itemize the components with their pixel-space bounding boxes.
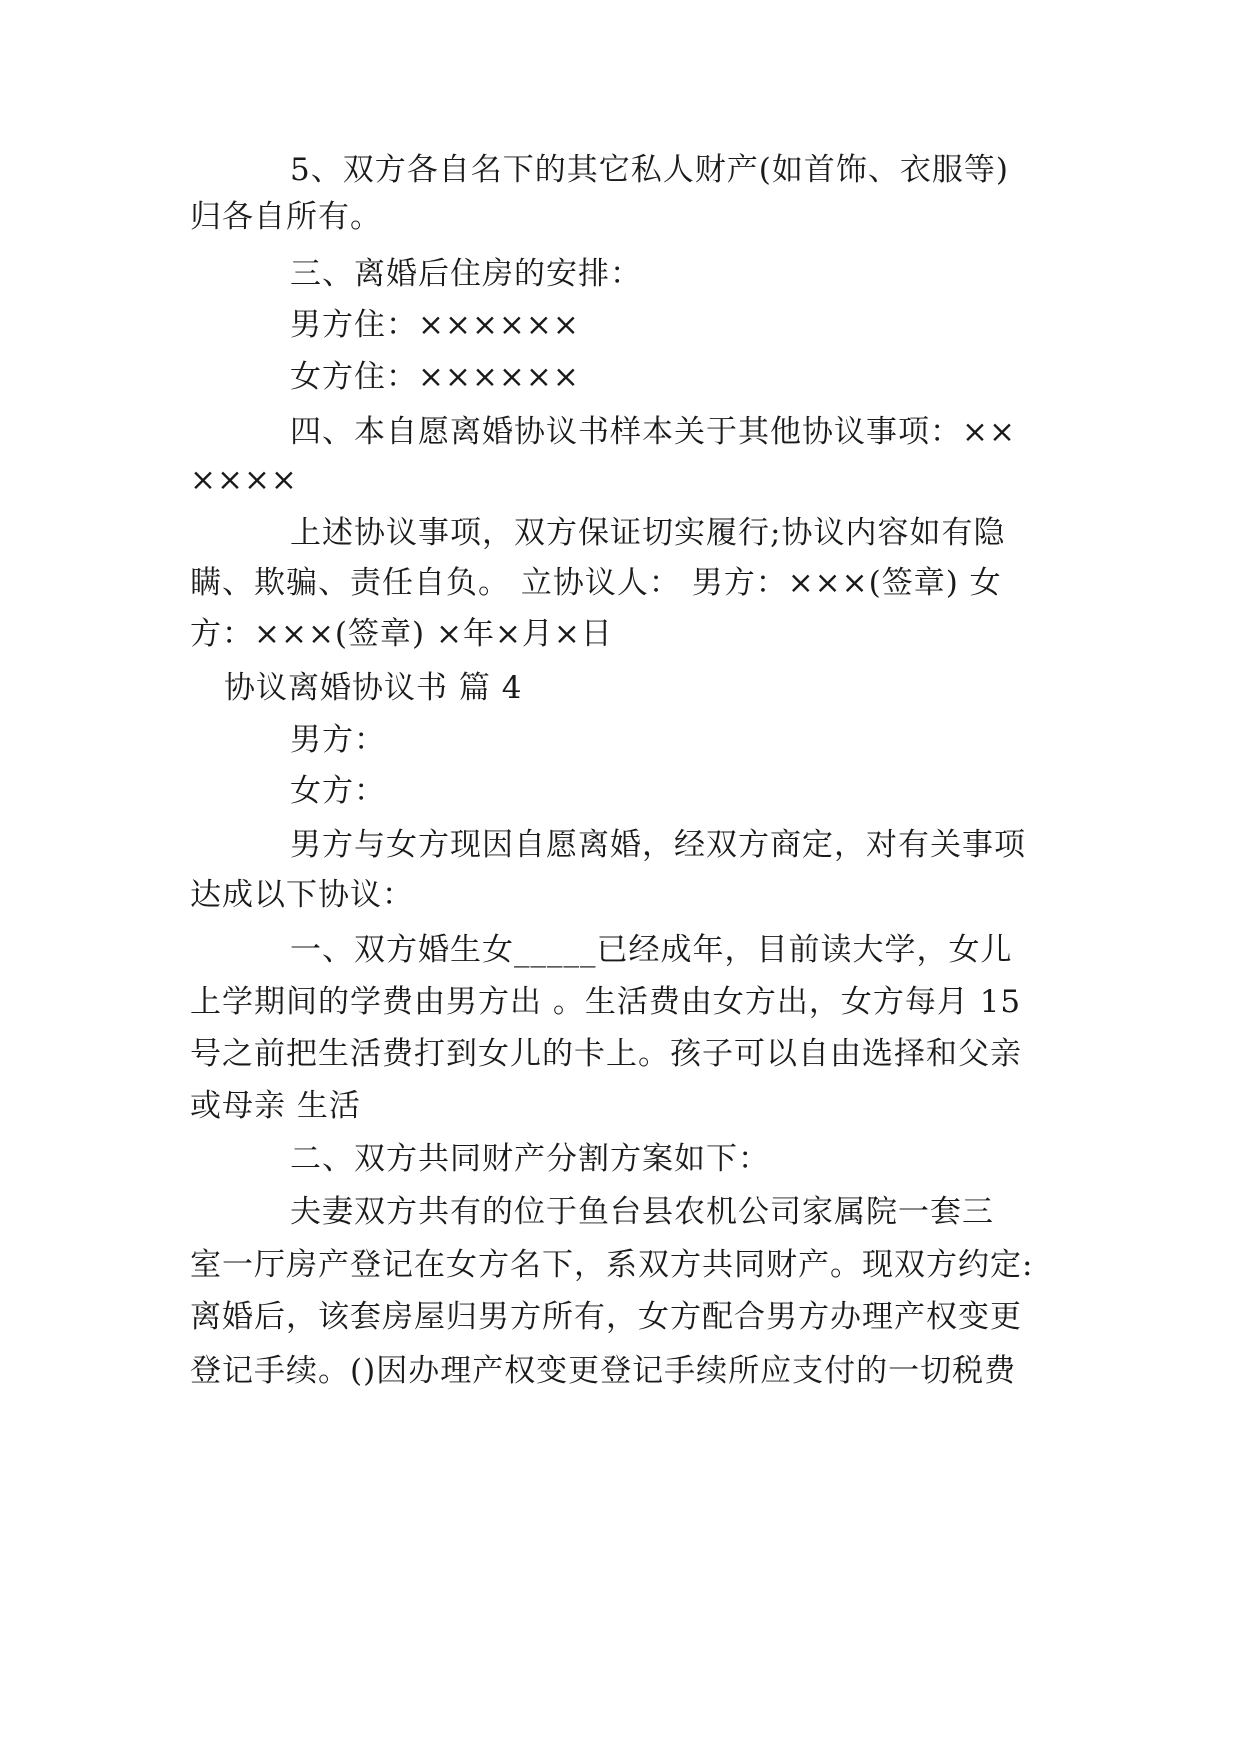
paragraph-line: 女方住：×××××× <box>290 359 580 395</box>
paragraph-line: 上学期间的学费由男方出 。生活费由女方出，女方每月 15 <box>190 984 1022 1020</box>
document-title: 协议离婚协议书 篇 4 <box>224 670 523 706</box>
paragraph-line: 上述协议事项，双方保证切实履行;协议内容如有隐 <box>290 515 1006 551</box>
section-heading: 三、离婚后住房的安排： <box>290 256 642 292</box>
paragraph-line: ×××× <box>190 462 298 498</box>
paragraph-line: 室一厅房产登记在女方名下，系双方共同财产。现双方约定: <box>190 1247 1034 1283</box>
paragraph-line: 男方与女方现因自愿离婚，经双方商定，对有关事项 <box>290 827 1026 863</box>
section-heading: 二、双方共同财产分割方案如下： <box>290 1141 770 1177</box>
paragraph-line: 达成以下协议： <box>190 877 414 913</box>
paragraph-line: 瞒、欺骗、责任自负。 立协议人： 男方：×××(签章) 女 <box>190 565 1002 601</box>
paragraph-line: 归各自所有。 <box>190 199 382 235</box>
paragraph-line: 号之前把生活费打到女儿的卡上。孩子可以自由选择和父亲 <box>190 1036 1022 1072</box>
paragraph-line: 或母亲 生活 <box>190 1088 361 1124</box>
paragraph-line: 登记手续。()因办理产权变更登记手续所应支付的一切税费 <box>190 1353 1017 1389</box>
paragraph-line: 一、双方婚生女_____已经成年，目前读大学，女儿 <box>290 932 1013 968</box>
paragraph-line: 男方： <box>290 722 386 758</box>
paragraph-line: 男方住：×××××× <box>290 307 580 343</box>
paragraph-line: 女方： <box>290 773 386 809</box>
paragraph-line: 夫妻双方共有的位于鱼台县农机公司家属院一套三 <box>290 1194 994 1230</box>
section-heading: 四、本自愿离婚协议书样本关于其他协议事项：×× <box>290 414 1016 450</box>
paragraph-line: 5、双方各自名下的其它私人财产(如首饰、衣服等) <box>290 152 1009 188</box>
paragraph-line: 离婚后，该套房屋归男方所有，女方配合男方办理产权变更 <box>190 1299 1022 1335</box>
paragraph-line: 方：×××(签章) ×年×月×日 <box>190 616 613 652</box>
